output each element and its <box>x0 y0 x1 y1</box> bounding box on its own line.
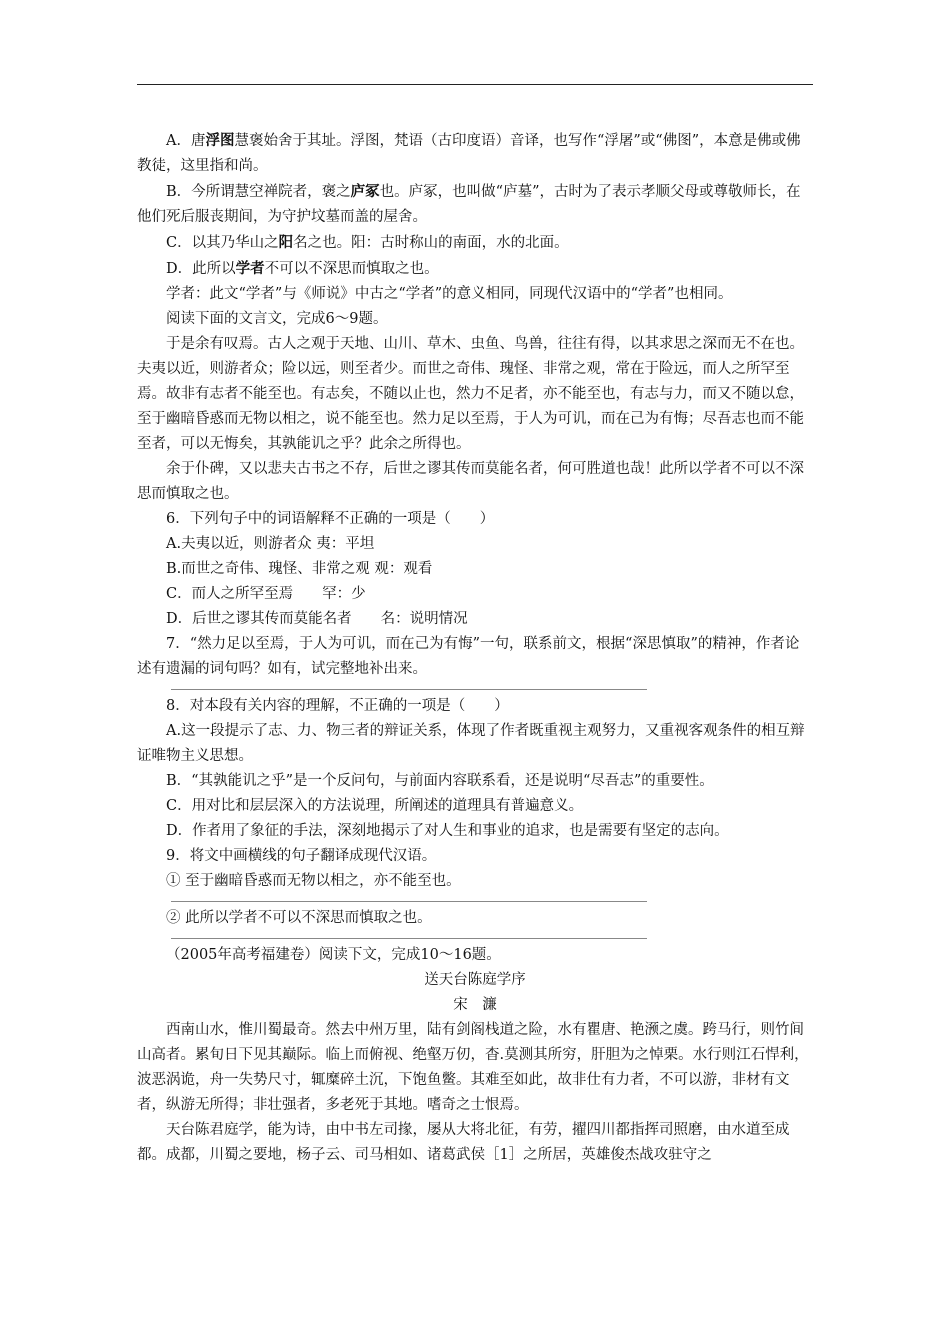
option-a-note: A．唐浮图慧褒始舍于其址。浮图，梵语（古印度语）音译，也写作“浮屠”或“佛图”，本意是佛或佛教徒，这里指和尚。 <box>137 132 801 174</box>
option-c-note: C．以其乃华山之阳名之也。阳：古时称山的南面，水的北面。 <box>166 234 569 251</box>
instruction-10-16: （2005年高考福建卷）阅读下文，完成10～16题。 <box>166 947 501 963</box>
question-6-option-c: C．而人之所罕至焉 罕：少 <box>166 586 366 602</box>
essay-author: 宋 濂 <box>453 997 497 1013</box>
passage-paragraph-3: 西南山水，惟川蜀最奇。然去中州万里，陆有剑阁栈道之险，水有瞿唐、艳滪之虞。跨马行，则竹间山高者。累旬日下见其巅际。临上而俯视、绝壑万仞，杳.莫测其所穷，肝胆为之悼栗。水行则江石悍利，波恶涡诡，舟一失势尺寸，辄糜碎土沉，下饱鱼鳖。其难至如此，故非仕有力者，不可以游，非材有文者，纵游无所得；非壮强者，多老死于其地。嗜奇之士恨焉。 <box>137 1022 809 1113</box>
question-7: 7．“然力足以至焉，于人为可讥，而在己为有悔”一句，联系前文，根据“深思慎取”的精神，作者论述有遗漏的词句吗？如有，试完整地补出来。 <box>137 636 800 677</box>
question-8-option-a: A.这一段提示了志、力、物三者的辩证关系，体现了作者既重视主观努力，又重视客观条件的相互辩证唯物主义思想。 <box>137 723 805 764</box>
option-d-note: D．此所以学者不可以不深思而慎取之也。 <box>166 260 439 277</box>
instruction-6-9: 阅读下面的文言文，完成6～9题。 <box>166 311 388 327</box>
question-9: 9．将文中画横线的句子翻译成现代汉语。 <box>166 848 437 864</box>
question-8-option-d: D．作者用了象征的手法，深刻地揭示了对人生和事业的追求，也是需要有坚定的志向。 <box>166 823 729 839</box>
answer-line-9-2 <box>171 938 647 939</box>
question-8: 8．对本段有关内容的理解，不正确的一项是（ ） <box>166 698 509 714</box>
question-9-item-2: ② 此所以学者不可以不深思而慎取之也。 <box>166 910 432 926</box>
question-6: 6．下列句子中的词语解释不正确的一项是（ ） <box>166 511 495 527</box>
question-6-option-d: D．后世之谬其传而莫能名者 名：说明情况 <box>166 611 468 627</box>
scholar-note: 学者：此文“学者”与《师说》中古之“学者”的意义相同，同现代汉语中的“学者”也相同。 <box>166 286 733 302</box>
passage-paragraph-4: 天台陈君庭学，能为诗，由中书左司掾，屡从大将北征，有劳，擢四川都指挥司照磨，由水道至成都。成都，川蜀之要地，杨子云、司马相如、诸葛武侯［1］之所居，英雄俊杰战攻驻守之 <box>137 1122 790 1163</box>
question-6-option-b: B.而世之奇伟、瑰怪、非常之观 观：观看 <box>166 561 433 577</box>
passage-paragraph-2: 余于仆碑，又以悲夫古书之不存，后世之谬其传而莫能名者，何可胜道也哉！此所以学者不可以不深思而慎取之也。 <box>137 461 804 502</box>
document-body <box>137 128 813 1168</box>
header-rule <box>137 84 813 85</box>
option-b-note: B．今所谓慧空禅院者，褒之庐冢也。庐冢，也叫做“庐墓”，古时为了表示孝顺父母或尊敬师长，在他们死后服丧期间，为守护坟墓而盖的屋舍。 <box>137 183 801 225</box>
question-8-option-c: C．用对比和层层深入的方法说理，所阐述的道理具有普遍意义。 <box>166 798 584 814</box>
answer-line-7 <box>171 689 647 690</box>
question-9-item-1: ① 至于幽暗昏惑而无物以相之，亦不能至也。 <box>166 873 461 889</box>
essay-title: 送天台陈庭学序 <box>424 972 526 988</box>
question-6-option-a: A.夫夷以近，则游者众 夷：平坦 <box>166 536 375 552</box>
question-8-option-b: B．“其孰能讥之乎”是一个反问句，与前面内容联系看，还是说明“尽吾志”的重要性。 <box>166 773 714 789</box>
answer-line-9-1 <box>171 901 647 902</box>
passage-paragraph-1: 于是余有叹焉。古人之观于天地、山川、草木、虫鱼、鸟兽，往往有得，以其求思之深而无不在也。夫夷以近，则游者众；险以远，则至者少。而世之奇伟、瑰怪、非常之观，常在于险远，而人之所罕至焉。故非有志者不能至也。有志矣，不随以止也，然力不足者，亦不能至也，有志与力，而又不随以怠，至于幽暗昏惑而无物以相之，说不能至也。然力足以至焉，于人为可讥，而在己为有悔；尽吾志也而不能至者，可以无悔矣，其孰能讥之乎？此余之所得也。 <box>137 336 804 452</box>
